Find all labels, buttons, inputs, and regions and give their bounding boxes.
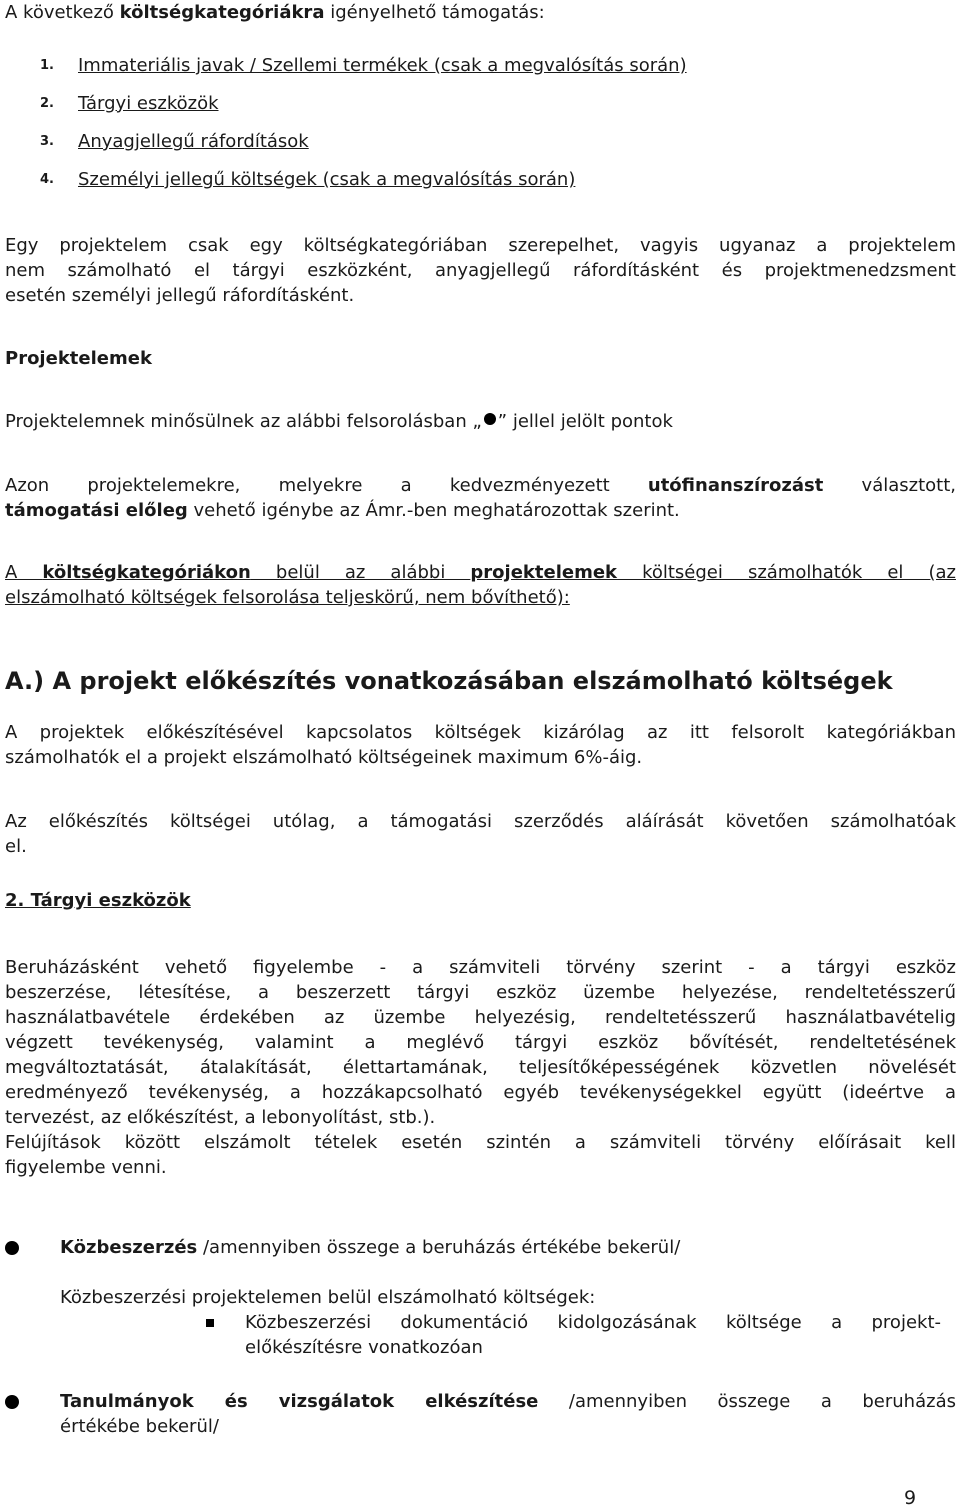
text-segment: belül az alábbi	[250, 562, 471, 583]
text-line: Felújítások között elszámolt tételek esetén szintén a számviteli törvény előírásait kell	[5, 1132, 956, 1153]
heading-projektelemek: Projektelemek	[5, 348, 152, 369]
text-bold: Tanulmányok és vizsgálatok elkészítése	[60, 1391, 539, 1412]
text-segment: /amennyiben összege a beruházás	[538, 1391, 956, 1412]
text-line: A projektek előkészítésével kapcsolatos költségek kizárólag az itt felsorolt kategóriákban	[5, 722, 956, 743]
text-segment: költségei számolhatók el (az	[617, 562, 956, 583]
text-segment: A	[5, 562, 43, 583]
category-number: 2.	[40, 96, 54, 111]
heading-section-2: 2. Tárgyi eszközök	[5, 890, 191, 911]
bullet-dot-icon	[5, 1241, 19, 1255]
text-segment: választott,	[823, 475, 956, 496]
intro-text-end: igényelhető támogatás:	[324, 2, 545, 23]
text-line: használatbavétele érdekében az üzembe helyezésig, rendeltetésszerű használatbavételig	[5, 1007, 956, 1028]
text-line: értékébe bekerül/	[60, 1416, 219, 1437]
text-line: tervezést, az előkészítést, a lebonyolítást, stb.).	[5, 1107, 436, 1128]
category-number: 4.	[40, 172, 54, 187]
paragraph-bullet-note	[5, 409, 956, 434]
intro-bold: költségkategóriákra	[119, 2, 325, 23]
text-line: Egy projektelem csak egy költségkategóriában szerepelhet, vagyis ugyanaz a projektelem	[5, 235, 956, 256]
text-line: végzett tevékenység, valamint a meglévő tárgyi eszköz bővítését, rendeltetésének	[5, 1032, 956, 1053]
category-item: Immateriális javak / Szellemi termékek (csak a megvalósítás során)	[78, 55, 687, 76]
category-item: Anyagjellegű ráfordítások	[78, 131, 309, 152]
text-line: beszerzése, létesítése, a beszerzett tárgyi eszköz üzembe helyezése, rendeltetésszerű	[5, 982, 956, 1003]
text-line: el.	[5, 836, 27, 857]
category-number: 3.	[40, 134, 54, 149]
sub-heading: Közbeszerzési projektelemen belül elszámolható költségek:	[60, 1287, 596, 1308]
text-segment: Azon projektelemekre, melyekre a kedvezményezett	[5, 475, 648, 496]
text-segment: /amennyiben összege a beruházás értékébe bekerül/	[197, 1237, 681, 1258]
text-bold: támogatási előleg	[5, 500, 188, 521]
square-bullet-icon	[206, 1319, 214, 1327]
text-segment: vehető igénybe az Ámr.-ben meghatározottak szerint.	[187, 500, 680, 521]
heading-section-a: A.) A projekt előkészítés vonatkozásában elszámolható költségek	[5, 667, 893, 695]
text-segment: Projektelemnek minősülnek az alábbi felsorolásban „	[5, 411, 482, 432]
text-line: Beruházásként vehető figyelembe - a számviteli törvény szerint - a tárgyi eszköz	[5, 957, 956, 978]
intro-line	[5, 0, 956, 25]
category-number: 1.	[40, 58, 54, 73]
category-item: Személyi jellegű költségek (csak a megvalósítás során)	[78, 169, 576, 190]
bullet-dot-icon	[5, 1395, 19, 1409]
text-bold: költségkategóriákon	[42, 562, 251, 583]
text-bold: utófinanszírozást	[647, 475, 824, 496]
text-line: számolhatók el a projekt elszámolható költségeinek maximum 6%-áig.	[5, 747, 643, 768]
text-line: esetén személyi jellegű ráfordításként.	[5, 285, 355, 306]
page-number: 9	[904, 1487, 917, 1509]
bullet-dot-icon	[484, 413, 496, 425]
text-bold: Közbeszerzés	[60, 1237, 198, 1258]
category-item: Tárgyi eszközök	[78, 93, 219, 114]
intro-text: A következő	[5, 2, 120, 23]
text-line: eredményező tevékenység, a hozzákapcsolható egyéb tevékenységekkel együtt (ideértve a	[5, 1082, 956, 1103]
text-bold: projektelemek	[470, 562, 618, 583]
text-line: elszámolható költségek felsorolása teljeskörű, nem bővíthető):	[5, 587, 570, 608]
text-segment: ” jellel jelölt pontok	[497, 411, 673, 432]
sub-item-line: előkészítésre vonatkozóan	[245, 1337, 483, 1358]
text-line: Az előkészítés költségei utólag, a támogatási szerződés aláírását követően számolhatóak	[5, 811, 956, 832]
text-line: figyelembe venni.	[5, 1157, 167, 1178]
text-line: nem számolható el tárgyi eszközként, anyagjellegű ráfordításként és projektmenedzsment	[5, 260, 956, 281]
text-line: megváltoztatását, átalakítását, élettartamának, teljesítőképességének közvetlen növelését	[5, 1057, 956, 1078]
sub-item-line: Közbeszerzési dokumentáció kidolgozásának költsége a projekt-	[245, 1312, 941, 1333]
